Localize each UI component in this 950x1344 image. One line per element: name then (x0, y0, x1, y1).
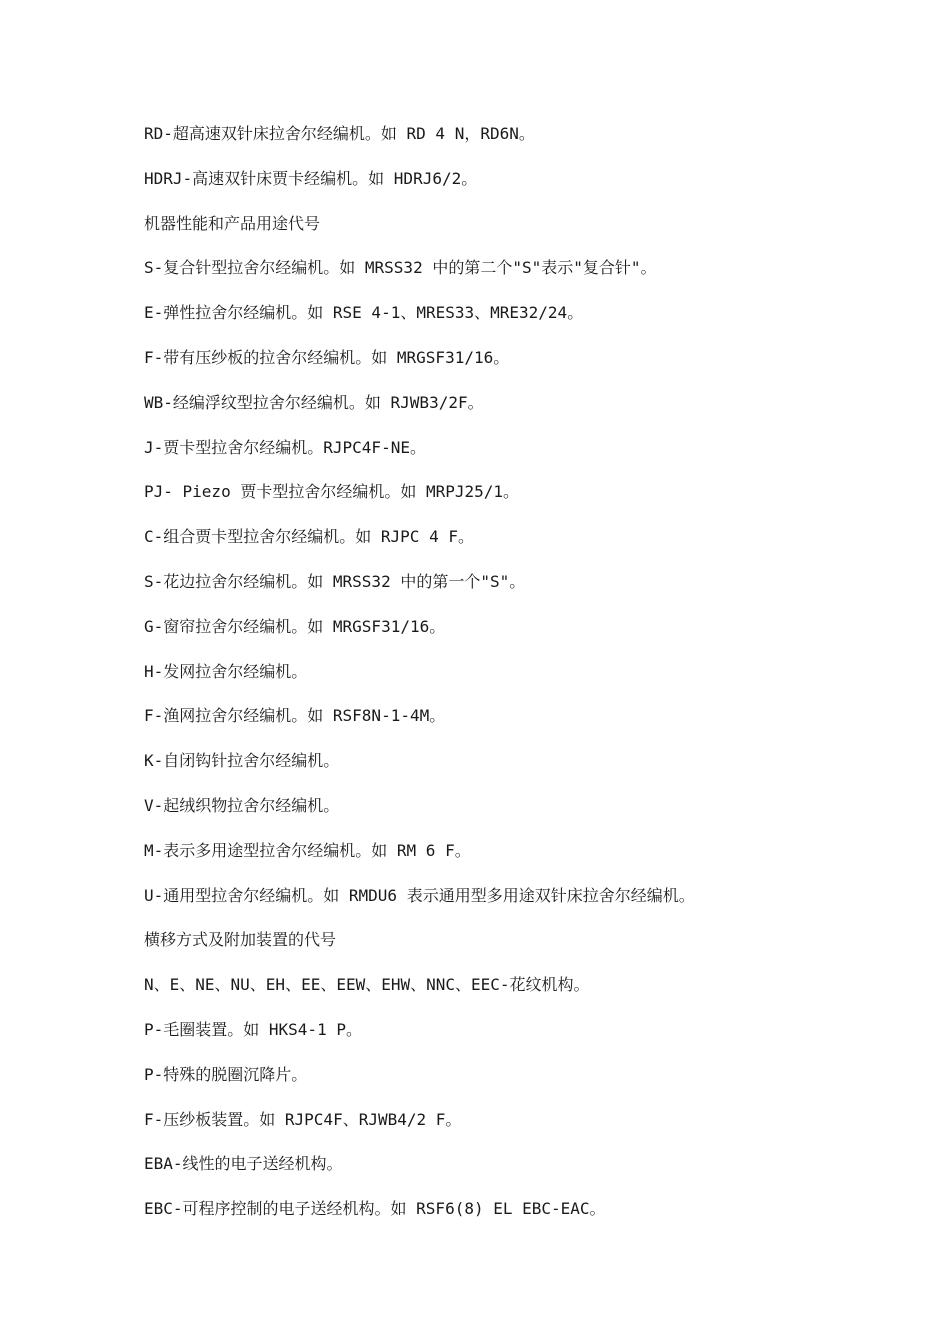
section-heading: 机器性能和产品用途代号 (144, 213, 321, 233)
text-line: P-毛圈装置。如 HKS4-1 P。 (144, 1019, 362, 1039)
text-line: HDRJ-高速双针床贾卡经编机。如 HDRJ6/2。 (144, 168, 478, 188)
text-line: EBC-可程序控制的电子送经机构。如 RSF6(8) EL EBC-EAC。 (144, 1199, 606, 1219)
text-line: RD-超高速双针床拉舍尔经编机。如 RD 4 N，RD6N。 (144, 124, 535, 143)
text-line: K-自闭钩针拉舍尔经编机。 (144, 751, 340, 771)
text-line: F-压纱板装置。如 RJPC4F、RJWB4/2 F。 (144, 1109, 462, 1129)
text-line: E-弹性拉舍尔经编机。如 RSE 4-1、MRES33、MRE32/24。 (144, 303, 584, 323)
text-line: U-通用型拉舍尔经编机。如 RMDU6 表示通用型多用途双针床拉舍尔经编机。 (144, 885, 695, 905)
text-line: EBA-线性的电子送经机构。 (144, 1154, 343, 1174)
text-line: P-特殊的脱圈沉降片。 (144, 1064, 308, 1084)
section-heading: 横移方式及附加装置的代号 (144, 930, 337, 950)
text-line: F-带有压纱板的拉舍尔经编机。如 MRGSF31/16。 (144, 347, 510, 367)
text-line: H-发网拉舍尔经编机。 (144, 661, 308, 681)
text-line: S-复合针型拉舍尔经编机。如 MRSS32 中的第二个"S"表示"复合针"。 (144, 258, 657, 278)
text-line: S-花边拉舍尔经编机。如 MRSS32 中的第一个"S"。 (144, 571, 526, 591)
text-line: F-渔网拉舍尔经编机。如 RSF8N-1-4M。 (144, 706, 446, 726)
text-line: WB-经编浮纹型拉舍尔经编机。如 RJWB3/2F。 (144, 392, 484, 412)
text-line: J-贾卡型拉舍尔经编机。RJPC4F-NE。 (144, 437, 426, 457)
text-line: N、E、NE、NU、EH、EE、EEW、EHW、NNC、EEC-花纹机构。 (144, 975, 590, 995)
text-line: G-窗帘拉舍尔经编机。如 MRGSF31/16。 (144, 616, 446, 636)
document-body (144, 122, 844, 1242)
text-line: V-起绒织物拉舍尔经编机。 (144, 795, 340, 815)
text-line: PJ- Piezo 贾卡型拉舍尔经编机。如 MRPJ25/1。 (144, 482, 520, 502)
text-line: M-表示多用途型拉舍尔经编机。如 RM 6 F。 (144, 840, 471, 860)
text-line: C-组合贾卡型拉舍尔经编机。如 RJPC 4 F。 (144, 527, 474, 547)
